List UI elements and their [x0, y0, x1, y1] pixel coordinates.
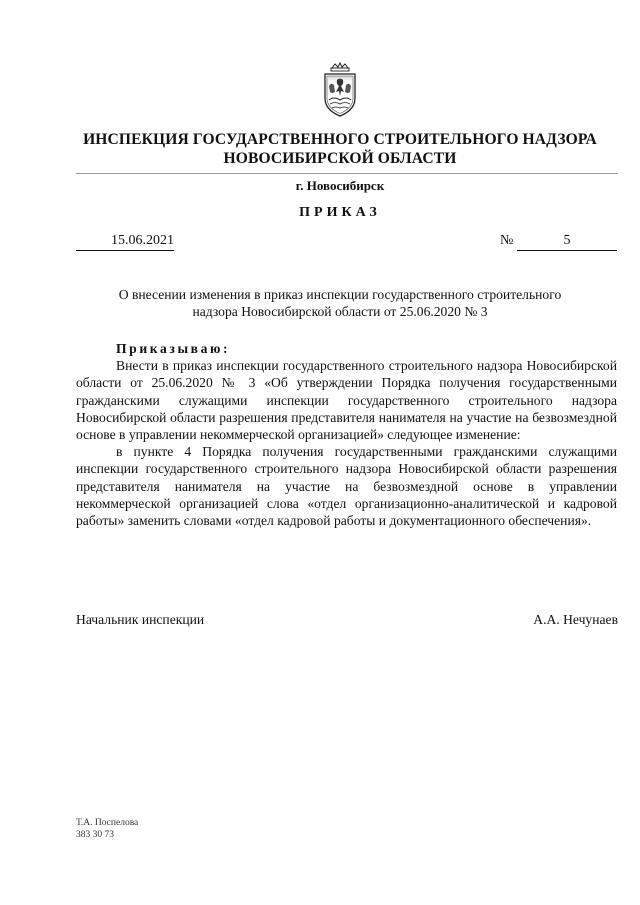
signatory-name: А.А. Нечунаев — [533, 612, 618, 627]
subject-line-2: надзора Новосибирской области от 25.06.2020 № 3 — [192, 304, 488, 319]
organization-name — [60, 130, 620, 168]
order-number: 5 — [517, 233, 617, 251]
executor-name: Т.А. Поспелова — [76, 818, 139, 828]
signatory-role: Начальник инспекции — [76, 612, 205, 627]
body-paragraph-1: Внести в приказ инспекции государственного строительного надзора Новосибирской области от 25.06.2020 № 3 «Об утверждении Порядка получения государственными гражданскими служащими инспекции государственного строительного надзора Новосибирской области разрешения представителя нанимателя на участие на безвозмездной основе в управлении некоммерческой организацией» следующее изменение: — [76, 358, 617, 443]
document-type-title: ПРИКАЗ — [299, 205, 381, 220]
directive-heading: Приказываю: — [116, 341, 231, 356]
order-date: 15.06.2021 — [76, 233, 174, 251]
executor-info — [76, 817, 138, 841]
city-name: г. Новосибирск — [295, 178, 385, 193]
header-divider — [76, 173, 618, 174]
organization-line-2: НОВОСИБИРСКОЙ ОБЛАСТИ — [223, 150, 457, 167]
organization-line-1: ИНСПЕКЦИЯ ГОСУДАРСТВЕННОГО СТРОИТЕЛЬНОГО НАДЗОРА — [83, 131, 597, 148]
body-paragraph-2: в пункте 4 Порядка получения государственными гражданскими служащими инспекции государственного строительного надзора Новосибирской области разрешения представителя нанимателя на участие на безвозмездной основе в управлении некоммерческой организацией слова «отдел организационно-аналитической и кадровой работы» заменить словами «отдел кадровой работы и документационного обеспечения». — [76, 444, 617, 529]
order-subject — [60, 286, 620, 320]
order-body — [76, 340, 617, 529]
coat-of-arms-icon — [317, 62, 363, 118]
subject-line-1: О внесении изменения в приказ инспекции государственного строительного — [118, 287, 562, 302]
executor-phone: 383 30 73 — [76, 830, 114, 840]
order-number-sign: № — [500, 233, 514, 248]
